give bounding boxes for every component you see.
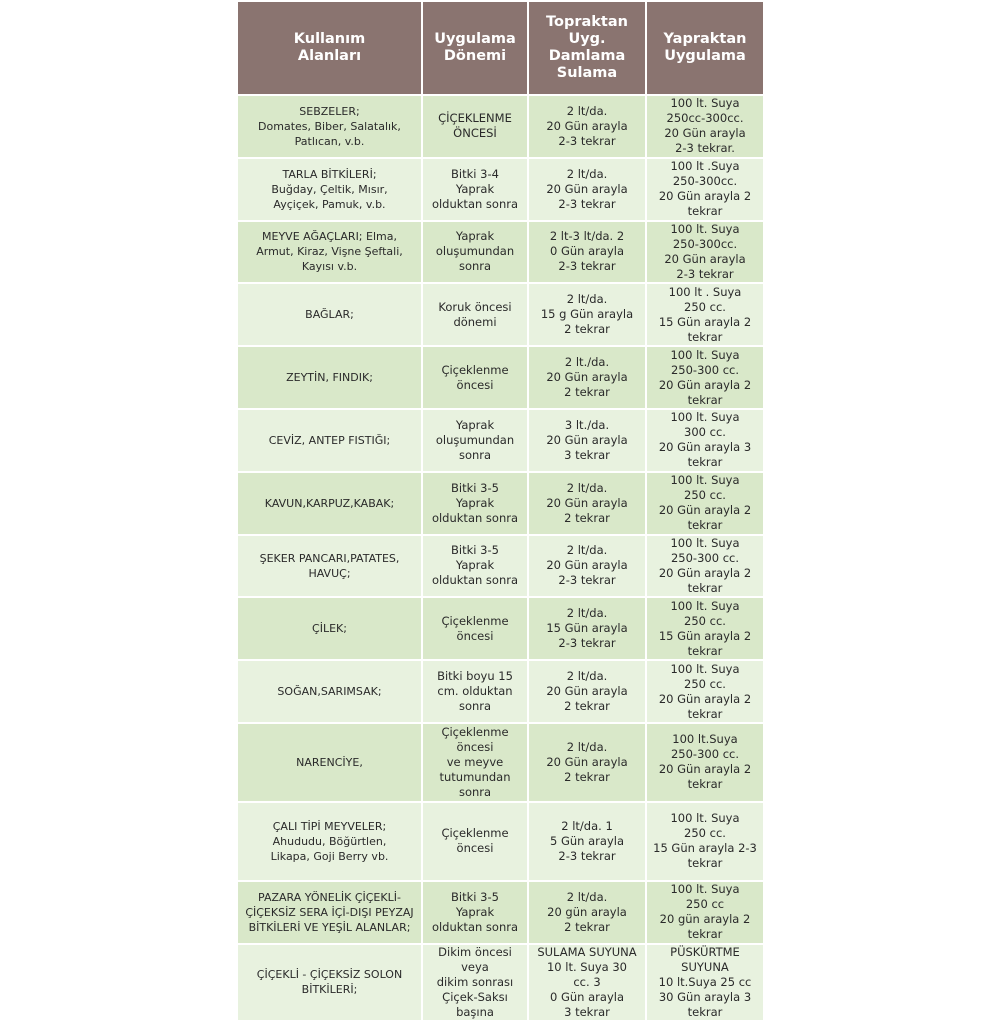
- period-cell: [422, 660, 528, 723]
- cell-line: ve meyve: [446, 754, 504, 769]
- cell-line: tekrar: [687, 856, 723, 871]
- cell-line: 100 lt. Suya: [670, 661, 740, 676]
- cell-line: 20 Gün arayla: [546, 432, 628, 447]
- cell-line: SOĞAN,SARIMSAK;: [277, 685, 382, 699]
- cell-line: tekrar: [687, 204, 723, 219]
- cell-line: 250cc-300cc.: [666, 111, 744, 126]
- period-cell: [422, 535, 528, 598]
- cell-line: PAZARA YÖNELİK ÇİÇEKLİ-: [258, 890, 401, 904]
- cell-line: 300 cc.: [684, 425, 726, 440]
- cell-line: 2-3 tekrar: [558, 848, 616, 863]
- foliar-application-cell: [646, 723, 763, 802]
- cell-line: 250 cc.: [684, 488, 726, 503]
- header-soil-drip-irrigation: Topraktan Uyg. Damlama Sulama: [528, 2, 646, 95]
- cell-line: başına: [456, 1004, 494, 1019]
- cell-line: öncesi: [456, 377, 494, 392]
- cell-line: sonra: [458, 699, 492, 714]
- cell-line: tutumundan: [439, 769, 511, 784]
- cell-line: Likapa, Goji Berry vb.: [270, 849, 389, 863]
- usage-area-cell: [238, 472, 422, 535]
- cell-line: 2 lt./da.: [564, 355, 610, 370]
- cell-line: 2-3 tekrar: [558, 196, 616, 211]
- cell-line: cc. 3: [573, 974, 601, 989]
- foliar-application-cell: [646, 472, 763, 535]
- table-row: [238, 881, 763, 944]
- cell-line: HAVUÇ;: [308, 566, 351, 580]
- cell-line: sonra: [458, 784, 492, 799]
- table-row: [238, 597, 763, 660]
- cell-line: ZEYTİN, FINDIK;: [286, 371, 373, 385]
- cell-line: Yaprak: [455, 181, 495, 196]
- cell-line: tekrar: [687, 927, 723, 942]
- foliar-application-cell: [646, 95, 763, 158]
- cell-line: 250 cc.: [684, 299, 726, 314]
- cell-line: Yaprak: [455, 904, 495, 919]
- usage-area-cell: [238, 944, 422, 1020]
- cell-line: BİTKİLERİ;: [301, 983, 358, 997]
- cell-line: 15 Gün arayla: [546, 621, 628, 636]
- cell-line: dikim sonrası: [436, 974, 514, 989]
- soil-application-cell: [528, 283, 646, 346]
- cell-line: 100 lt .Suya: [670, 159, 740, 174]
- table-row: [238, 802, 763, 881]
- cell-line: Kayısı v.b.: [301, 260, 358, 274]
- cell-line: Çiçeklenme: [441, 362, 509, 377]
- header-usage-areas: Kullanım Alanları: [238, 2, 422, 95]
- cell-line: Bitki 3-4: [451, 166, 499, 181]
- period-cell: [422, 95, 528, 158]
- cell-line: Bitki 3-5: [451, 543, 499, 558]
- cell-line: 2-3 tekrar: [558, 636, 616, 651]
- foliar-application-cell: [646, 409, 763, 472]
- header-application-period: Uygulama Dönemi: [422, 2, 528, 95]
- cell-line: ÇİLEK;: [312, 622, 347, 636]
- soil-application-cell: [528, 535, 646, 598]
- cell-line: 20 Gün arayla 2: [658, 377, 752, 392]
- cell-line: 20 Gün arayla: [546, 181, 628, 196]
- cell-line: 100 lt. Suya: [670, 221, 740, 236]
- cell-line: 250 cc.: [684, 676, 726, 691]
- cell-line: ŞEKER PANCARI,PATATES,: [259, 551, 400, 565]
- cell-line: 3 tekrar: [564, 447, 610, 462]
- cell-line: 100 lt. Suya: [670, 96, 740, 111]
- cell-line: 20 Gün arayla 2: [658, 503, 752, 518]
- table-row: [238, 535, 763, 598]
- table-row: [238, 472, 763, 535]
- cell-line: tekrar: [687, 643, 723, 658]
- soil-application-cell: [528, 221, 646, 284]
- cell-line: oluşumundan: [435, 244, 515, 259]
- cell-line: 2-3 tekrar: [676, 266, 734, 281]
- cell-line: 250-300 cc.: [670, 550, 739, 565]
- cell-line: SULAMA SUYUNA: [537, 944, 637, 959]
- cell-line: BAĞLAR;: [305, 308, 354, 322]
- cell-line: 15 Gün arayla 2-3: [653, 841, 757, 856]
- foliar-application-cell: [646, 535, 763, 598]
- cell-line: ÇİÇEKLENME: [438, 111, 512, 126]
- period-cell: [422, 283, 528, 346]
- cell-line: tekrar: [687, 1004, 723, 1019]
- cell-line: öncesi: [456, 628, 494, 643]
- cell-line: 2 lt/da.: [566, 669, 608, 684]
- table-row: [238, 221, 763, 284]
- cell-line: 20 gün arayla 2: [659, 912, 751, 927]
- soil-application-cell: [528, 944, 646, 1020]
- cell-line: Patlıcan, v.b.: [294, 134, 365, 148]
- cell-line: 2 lt/da.: [566, 543, 608, 558]
- period-cell: [422, 409, 528, 472]
- cell-line: 2 tekrar: [564, 699, 610, 714]
- cell-line: SUYUNA: [681, 959, 729, 974]
- cell-line: 250 cc.: [684, 613, 726, 628]
- cell-line: 250 cc: [685, 897, 725, 912]
- usage-area-cell: [238, 723, 422, 802]
- cell-line: 100 lt.Suya: [672, 732, 738, 747]
- cell-line: 2 lt/da.: [566, 606, 608, 621]
- usage-area-cell: [238, 346, 422, 409]
- foliar-application-cell: [646, 597, 763, 660]
- foliar-application-cell: [646, 283, 763, 346]
- application-table: [238, 2, 763, 1020]
- cell-line: 20 Gün arayla: [546, 118, 628, 133]
- cell-line: Çiçeklenme: [441, 826, 509, 841]
- cell-line: Domates, Biber, Salatalık,: [258, 119, 401, 133]
- cell-line: 2-3 tekrar: [558, 259, 616, 274]
- cell-line: Çiçeklenme: [441, 724, 509, 739]
- cell-line: 20 Gün arayla 2: [658, 565, 752, 580]
- cell-line: Yaprak: [455, 417, 495, 432]
- cell-line: dönemi: [453, 314, 497, 329]
- cell-line: 3 tekrar: [564, 1004, 610, 1019]
- cell-line: tekrar: [687, 777, 723, 792]
- cell-line: 2 lt/da.: [566, 480, 608, 495]
- cell-line: 2-3 tekrar: [558, 133, 616, 148]
- cell-line: 30 Gün arayla 3: [658, 989, 752, 1004]
- cell-line: 2 lt-3 lt/da. 2: [549, 229, 625, 244]
- usage-area-cell: [238, 597, 422, 660]
- cell-line: ÖNCESİ: [453, 126, 497, 141]
- cell-line: olduktan sonra: [431, 510, 519, 525]
- table-row: [238, 346, 763, 409]
- cell-line: 250-300 cc.: [670, 747, 739, 762]
- cell-line: 20 Gün arayla: [546, 754, 628, 769]
- cell-line: tekrar: [687, 518, 723, 533]
- table-row: [238, 158, 763, 221]
- table-row: [238, 95, 763, 158]
- cell-line: sonra: [458, 259, 492, 274]
- cell-line: 250 cc.: [684, 826, 726, 841]
- cell-line: 0 Gün arayla: [550, 989, 624, 1004]
- cell-line: 100 lt. Suya: [670, 811, 740, 826]
- usage-area-cell: [238, 660, 422, 723]
- period-cell: [422, 802, 528, 881]
- cell-line: TARLA BİTKİLERİ;: [282, 167, 377, 181]
- cell-line: 100 lt. Suya: [670, 882, 740, 897]
- cell-line: 5 Gün arayla: [550, 833, 624, 848]
- cell-line: tekrar: [687, 455, 723, 470]
- cell-line: 2-3 tekrar.: [675, 141, 735, 156]
- usage-area-cell: [238, 409, 422, 472]
- soil-application-cell: [528, 346, 646, 409]
- soil-application-cell: [528, 597, 646, 660]
- cell-line: 15 Gün arayla 2: [658, 314, 752, 329]
- usage-area-cell: [238, 283, 422, 346]
- cell-line: Yaprak: [455, 495, 495, 510]
- cell-line: olduktan sonra: [431, 196, 519, 211]
- cell-line: Armut, Kiraz, Vişne Şeftali,: [256, 245, 403, 259]
- cell-line: Buğday, Çeltik, Mısır,: [271, 182, 388, 196]
- cell-line: olduktan sonra: [431, 919, 519, 934]
- cell-line: cm. olduktan: [437, 684, 513, 699]
- cell-line: 3 lt./da.: [564, 417, 610, 432]
- cell-line: 100 lt. Suya: [670, 535, 740, 550]
- cell-line: 20 Gün arayla 2: [658, 691, 752, 706]
- table-row: [238, 660, 763, 723]
- cell-line: 10 lt. Suya 30: [546, 959, 628, 974]
- cell-line: 20 Gün arayla 3: [658, 440, 752, 455]
- usage-area-cell: [238, 881, 422, 944]
- cell-line: PÜSKÜRTME: [670, 944, 740, 959]
- cell-line: ÇİÇEKLİ - ÇİÇEKSİZ SOLON: [256, 968, 403, 982]
- cell-line: tekrar: [687, 392, 723, 407]
- cell-line: 2 tekrar: [564, 919, 610, 934]
- soil-application-cell: [528, 472, 646, 535]
- cell-line: 2 tekrar: [564, 322, 610, 337]
- cell-line: 20 Gün arayla: [546, 558, 628, 573]
- cell-line: 20 Gün arayla: [546, 495, 628, 510]
- cell-line: öncesi: [456, 739, 494, 754]
- cell-line: 250-300 cc.: [670, 362, 739, 377]
- cell-line: 20 Gün arayla 2: [658, 762, 752, 777]
- cell-line: 0 Gün arayla: [550, 244, 624, 259]
- cell-line: BİTKİLERİ VE YEŞİL ALANLAR;: [248, 920, 411, 934]
- header-foliar-application: Yapraktan Uygulama: [646, 2, 763, 95]
- cell-line: sonra: [458, 447, 492, 462]
- cell-line: 10 lt.Suya 25 cc: [658, 974, 752, 989]
- soil-application-cell: [528, 409, 646, 472]
- cell-line: Çiçeklenme: [441, 613, 509, 628]
- table-row: [238, 409, 763, 472]
- cell-line: Yaprak: [455, 558, 495, 573]
- cell-line: ÇALI TİPİ MEYVELER;: [272, 819, 387, 833]
- foliar-application-cell: [646, 802, 763, 881]
- soil-application-cell: [528, 660, 646, 723]
- cell-line: Ayçiçek, Pamuk, v.b.: [273, 197, 386, 211]
- period-cell: [422, 881, 528, 944]
- cell-line: öncesi: [456, 841, 494, 856]
- foliar-application-cell: [646, 346, 763, 409]
- cell-line: 2 tekrar: [564, 385, 610, 400]
- cell-line: SEBZELER;: [299, 104, 360, 118]
- soil-application-cell: [528, 881, 646, 944]
- cell-line: 100 lt. Suya: [670, 473, 740, 488]
- foliar-application-cell: [646, 660, 763, 723]
- cell-line: 15 Gün arayla 2: [658, 628, 752, 643]
- cell-line: KAVUN,KARPUZ,KABAK;: [264, 496, 395, 510]
- usage-area-cell: [238, 158, 422, 221]
- cell-line: 2 lt/da. 1: [561, 818, 613, 833]
- foliar-application-cell: [646, 944, 763, 1020]
- cell-line: tekrar: [687, 329, 723, 344]
- cell-line: 2 lt/da.: [566, 166, 608, 181]
- cell-line: 100 lt. Suya: [670, 347, 740, 362]
- cell-line: 20 gün arayla: [547, 904, 627, 919]
- cell-line: CEVİZ, ANTEP FISTIĞI;: [268, 433, 391, 447]
- period-cell: [422, 723, 528, 802]
- foliar-application-cell: [646, 881, 763, 944]
- cell-line: 250-300cc.: [672, 174, 738, 189]
- cell-line: 2-3 tekrar: [558, 573, 616, 588]
- cell-line: MEYVE AĞAÇLARI; Elma,: [262, 230, 397, 244]
- cell-line: 2 lt/da.: [566, 739, 608, 754]
- cell-line: tekrar: [687, 706, 723, 721]
- cell-line: Dikim öncesi: [438, 944, 512, 959]
- cell-line: 100 lt . Suya: [668, 284, 742, 299]
- usage-area-cell: [238, 95, 422, 158]
- cell-line: 250-300cc.: [672, 236, 738, 251]
- cell-line: 2 lt/da.: [566, 103, 608, 118]
- period-cell: [422, 944, 528, 1020]
- cell-line: Bitki 3-5: [451, 889, 499, 904]
- soil-application-cell: [528, 802, 646, 881]
- period-cell: [422, 158, 528, 221]
- cell-line: Çiçek-Saksı: [442, 989, 508, 1004]
- cell-line: Bitki 3-5: [451, 480, 499, 495]
- period-cell: [422, 472, 528, 535]
- cell-line: 15 g Gün arayla: [540, 307, 634, 322]
- cell-line: Bitki boyu 15: [437, 669, 513, 684]
- cell-line: olduktan sonra: [431, 573, 519, 588]
- cell-line: tekrar: [687, 580, 723, 595]
- cell-line: 20 Gün arayla: [664, 251, 746, 266]
- foliar-application-cell: [646, 158, 763, 221]
- usage-area-cell: [238, 535, 422, 598]
- cell-line: 20 Gün arayla 2: [658, 189, 752, 204]
- cell-line: oluşumundan: [435, 432, 515, 447]
- cell-line: Ahududu, Böğürtlen,: [272, 834, 387, 848]
- period-cell: [422, 346, 528, 409]
- soil-application-cell: [528, 95, 646, 158]
- table-row: [238, 723, 763, 802]
- cell-line: 20 Gün arayla: [546, 370, 628, 385]
- cell-line: 20 Gün arayla: [546, 684, 628, 699]
- cell-line: 2 lt/da.: [566, 889, 608, 904]
- soil-application-cell: [528, 158, 646, 221]
- cell-line: 2 tekrar: [564, 510, 610, 525]
- table-row: [238, 944, 763, 1020]
- usage-area-cell: [238, 802, 422, 881]
- cell-line: Yaprak: [455, 229, 495, 244]
- cell-line: ÇİÇEKSİZ SERA İÇİ-DIŞI PEYZAJ: [245, 905, 414, 919]
- foliar-application-cell: [646, 221, 763, 284]
- cell-line: NARENCİYE,: [296, 755, 363, 769]
- period-cell: [422, 221, 528, 284]
- cell-line: 2 lt/da.: [566, 292, 608, 307]
- usage-area-cell: [238, 221, 422, 284]
- cell-line: veya: [461, 959, 489, 974]
- cell-line: 2 tekrar: [564, 769, 610, 784]
- table-row: [238, 283, 763, 346]
- header-row: [238, 2, 763, 95]
- period-cell: [422, 597, 528, 660]
- cell-line: Koruk öncesi: [438, 299, 512, 314]
- soil-application-cell: [528, 723, 646, 802]
- cell-line: 20 Gün arayla: [664, 126, 746, 141]
- cell-line: 100 lt. Suya: [670, 598, 740, 613]
- cell-line: 100 lt. Suya: [670, 410, 740, 425]
